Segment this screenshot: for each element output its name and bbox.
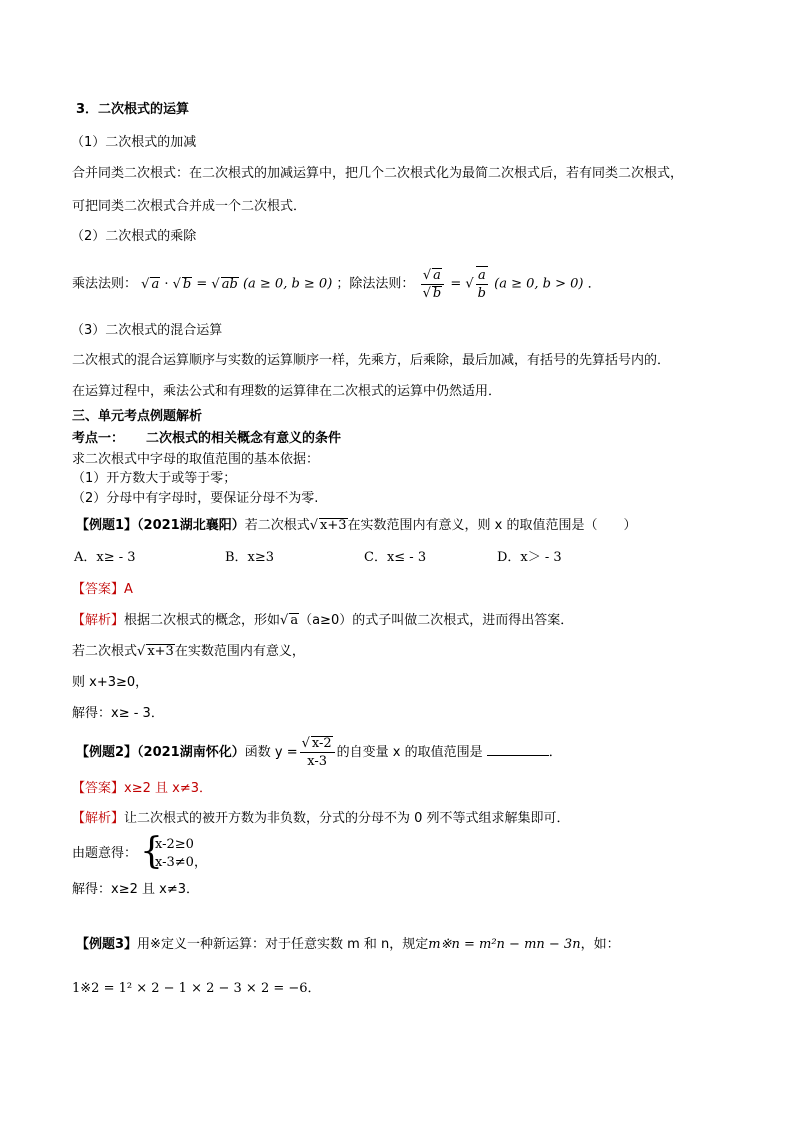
example-1-analysis: 【解析】根据二次根式的概念，形如√ a（a≥0）的式子叫做二次根式，进而得出答案． (72, 613, 574, 628)
example-1-answer: 【答案】A (72, 582, 133, 597)
system-inequality-1: x-2≥0 (155, 837, 194, 852)
div-sqrt-fraction: $\frac{a}{b}$ (477, 268, 486, 301)
example-2-tag: 【例题2】 (76, 745, 138, 760)
unit-heading: 三、单元考点例题解析 (72, 409, 203, 424)
example-2-answer: 【答案】x≥2 且 x≠3． (72, 781, 212, 796)
mul-condition: (a ≥ 0, b ≥ 0) (242, 276, 333, 292)
sub-heading-add-sub: （1）二次根式的加减 (71, 135, 197, 150)
example-1-step-2: 则 x+3≥0， (72, 675, 149, 690)
div-condition: (a ≥ 0, b > 0) (494, 276, 584, 292)
example-1-option-d: D．x＞ - 3 (497, 550, 562, 565)
basis-item-1: （1）开方数大于或等于零； (72, 471, 237, 486)
section-title: 3．二次根式的运算 (76, 102, 190, 117)
mul-rule-label: 乘法法则： (72, 276, 138, 292)
example-3-question: 【例题3】用※定义一种新运算：对于任意实数 m 和 n，规定m※n = m²n − mn − 3n，如： (76, 937, 620, 952)
example-1-step-1: 若二次根式√ x+3在实数范围内有意义， (72, 644, 305, 659)
example-1-step-3: 解得：x≥ - 3． (72, 706, 164, 721)
sqrt-a: √ a (141, 276, 160, 292)
example-2-solution: 解得：x≥2 且 x≠3． (72, 882, 199, 897)
sqrt-ab: √ ab (211, 276, 238, 292)
system-brace: { (140, 831, 163, 872)
example-1-tag: 【例题1】 (76, 518, 138, 533)
paragraph-laws: 在运算过程中，乘法公式和有理数的运算律在二次根式的运算中仍然适用． (72, 384, 502, 399)
example-3-tag: 【例题3】 (76, 937, 138, 952)
operation-definition: m※n = m²n − mn − 3n (428, 937, 581, 952)
example-1-question: 【例题1】（2021湖北襄阳）若二次根式√ x+3在实数范围内有意义，则 x 的取值范围是（ ） (76, 518, 637, 533)
sub-heading-mul-div: （2）二次根式的乘除 (71, 229, 197, 244)
operation-example: 1※2 = 1² × 2 − 1 × 2 − 3 × 2 = −6． (72, 981, 321, 996)
sqrt-b: √ b (172, 276, 192, 292)
div-rule-label: ；除法法则： (336, 276, 415, 292)
div-fraction: $\frac{√ a}{√ b}$ (421, 267, 445, 302)
paragraph-combine-1: 合并同类二次根式：在二次根式的加减运算中，把几个二次根式化为最简二次根式后，若有同类二次根式， (72, 166, 684, 181)
key-point-heading: 考点一： 二次根式的相关概念有意义的条件 (72, 431, 342, 446)
example-1-option-b: B．x≥3 (225, 550, 275, 565)
sub-heading-mixed: （3）二次根式的混合运算 (71, 323, 223, 338)
system-inequality-2: x-3≠0， (155, 855, 207, 870)
example-1-option-a: A．x≥ - 3 (74, 550, 136, 565)
paragraph-combine-2: 可把同类二次根式合并成一个二次根式． (72, 199, 307, 214)
example-2-analysis: 【解析】让二次根式的被开方数为非负数，分式的分母不为 0 列不等式组求解集即可． (72, 811, 570, 826)
paragraph-mixed-order: 二次根式的混合运算顺序与实数的运算顺序一样，先乘方，后乘除，最后加减，有括号的先算括号内的． (72, 353, 671, 368)
example-2-source: （2021湖南怀化） (137, 745, 245, 760)
example-2-question: 【例题2】（2021湖南怀化）函数 y = $\frac{√ x-2}{x-3}$ 的自变量 x 的取值范围是 ． (76, 736, 562, 769)
function-fraction: $\frac{√ x-2}{x-3}$ (300, 735, 335, 770)
basis-text: 求二次根式中字母的取值范围的基本依据： (72, 452, 320, 467)
basis-item-2: （2）分母中有字母时，要保证分母不为零. (72, 491, 319, 506)
system-label: 由题意得： (72, 846, 138, 861)
mul-div-rule: 乘法法则： √ a · √ b = √ ab (a ≥ 0, b ≥ 0) ；除法法则： $\frac{√ a}{√ b}$ = √ $\frac{a}{b}$ (a ≥ 0, b > 0) ． (72, 267, 601, 301)
answer-blank[interactable] (487, 743, 549, 756)
example-1-source: （2021湖北襄阳） (137, 518, 245, 533)
example-1-option-c: C．x≤ - 3 (364, 550, 427, 565)
